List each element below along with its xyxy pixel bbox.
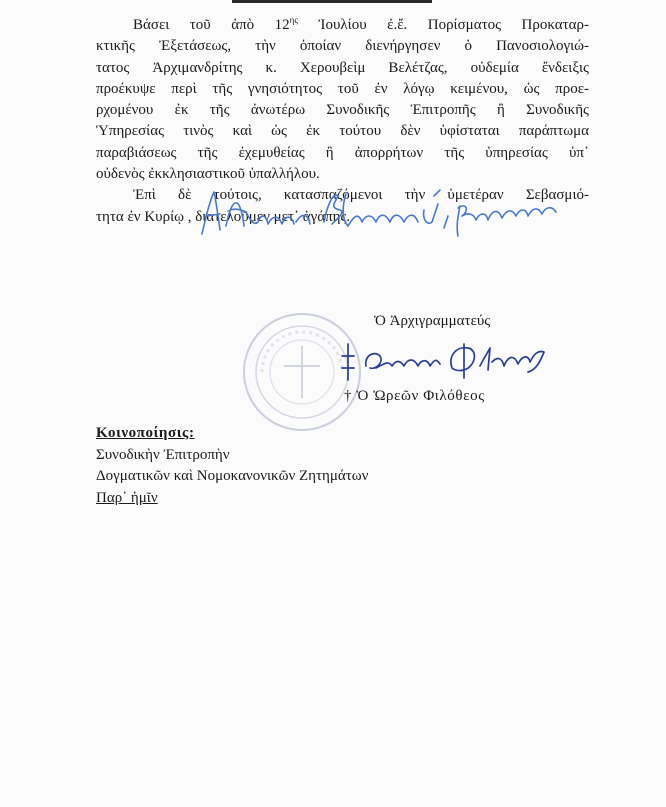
text-line: τατος Ἀρχιμανδρίτης κ. Χερουβεὶμ Βελέτζας, οὐδεμία ἔνδειξις [96,59,589,76]
handwritten-note-drawing [196,186,576,240]
text-line: Ὑπηρεσίας τινὸς καὶ ὡς ἐκ τούτου δὲν ὑφίσταται παράπτωμα [96,123,589,140]
recipient-line: Παρ᾽ ἡμῖν [96,489,158,506]
text-line: Ἐπὶ δὲ τούτοις, κατασπαζόμενοι τὴν ὑμετέραν Σεβασμιό- [133,187,589,204]
paragraph-findings [96,10,589,185]
header-strip [232,0,432,3]
text-line: τητα ἐν Κυρίῳ , διατελοῦμεν μετ᾽ ἀγάπης. [96,208,351,225]
text-line: Βάσει τοῦ ἀπὸ $12^{\eta\varsigma}$ Ἰουλίου ἐ.ἔ. Πορίσματος Προκαταρ- [133,15,590,33]
notification-label: Κοινοποίησις: [96,425,195,441]
text-line: παραβιάσεως τῆς ἐχεμυθείας ἢ ἀπορρήτων τῆς ὑπηρεσίας ὑπ᾽ [96,144,589,161]
recipient-line: Συνοδικὴν Ἐπιτροπὴν [96,446,230,463]
notification-block [96,423,368,509]
text-line: κτικῆς Ἐξετάσεως, τὴν ὁποίαν διενήργησεν ὁ Πανοσιολογιώ- [96,38,589,55]
signatory-title: Ὁ Ἀρχιγραμματεύς [374,313,491,329]
text-line: προέκυψε περὶ τῆς γνησιότητος τοῦ ἐν λόγῳ κειμένου, ὡς προε- [96,80,589,97]
recipient-line: Δογματικῶν καὶ Νομοκανονικῶν Ζητημάτων [96,468,369,484]
handwritten-president-signature [196,186,576,240]
text-line: οὐδενὸς ἐκκλησιαστικοῦ ὑπαλλήλου. [96,166,320,183]
text-line: ρχομένου ἐκ τῆς ἀνωτέρω Συνοδικῆς Ἐπιτροπῆς ἢ Συνοδικῆς [96,102,589,119]
handwritten-secretary-signature [340,338,550,384]
signatory-name: † Ὁ Ὠρεῶν Φιλόθεος [344,388,485,404]
